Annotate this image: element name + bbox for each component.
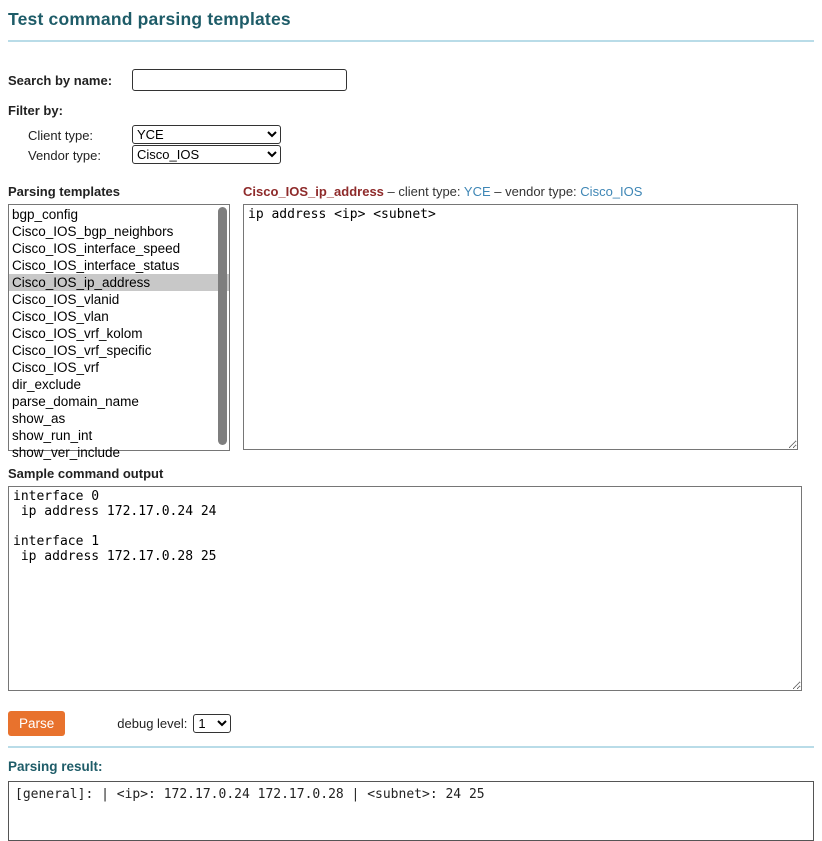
template-list-item[interactable]: Cisco_IOS_vrf_specific bbox=[12, 343, 152, 358]
scrollbar-thumb[interactable] bbox=[218, 207, 227, 445]
bottom-divider bbox=[8, 746, 814, 748]
top-divider bbox=[8, 40, 814, 42]
page-title: Test command parsing templates bbox=[8, 9, 291, 29]
parse-button[interactable]: Parse bbox=[8, 711, 65, 736]
template-list-item[interactable]: parse_domain_name bbox=[12, 394, 139, 409]
parsing-templates-label: Parsing templates bbox=[8, 184, 120, 199]
search-label: Search by name: bbox=[8, 72, 113, 88]
template-content-textarea[interactable] bbox=[243, 204, 798, 450]
template-list-item[interactable]: Cisco_IOS_vlan bbox=[12, 309, 109, 324]
templates-listbox[interactable] bbox=[8, 204, 230, 460]
template-list-item[interactable]: Cisco_IOS_vrf_kolom bbox=[12, 326, 143, 341]
page bbox=[0, 9, 822, 841]
debug-level-label: debug level: bbox=[117, 715, 188, 731]
template-list-item[interactable]: Cisco_IOS_vlanid bbox=[12, 292, 120, 307]
sample-output-label: Sample command output bbox=[8, 466, 164, 481]
listbox-scrollbar[interactable] bbox=[216, 205, 229, 450]
parsing-result-output: [general]: | <ip>: 172.17.0.24 172.17.0.28 | <subnet>: 24 25 bbox=[8, 781, 814, 841]
template-list-item[interactable]: Cisco_IOS_bgp_neighbors bbox=[12, 224, 174, 239]
selected-template-name: Cisco_IOS_ip_address bbox=[243, 184, 384, 199]
templates-area bbox=[8, 184, 814, 460]
client-type-label: Client type: bbox=[28, 127, 94, 143]
templates-column bbox=[8, 184, 230, 460]
search-input[interactable] bbox=[132, 69, 347, 91]
template-list-item[interactable]: Cisco_IOS_interface_speed bbox=[12, 241, 181, 256]
template-detail-header bbox=[243, 184, 798, 199]
client-type-select[interactable] bbox=[132, 125, 281, 144]
sample-section bbox=[8, 466, 814, 691]
header-client-type-link[interactable]: YCE bbox=[463, 184, 491, 199]
vendor-type-prefix: – vendor type: bbox=[494, 184, 577, 199]
header-vendor-type-link[interactable]: Cisco_IOS bbox=[580, 184, 643, 199]
search-row bbox=[8, 69, 814, 91]
parsing-result-label: Parsing result: bbox=[8, 759, 103, 774]
template-list-item[interactable]: Cisco_IOS_ip_address bbox=[9, 274, 229, 291]
template-list-item[interactable]: show_as bbox=[12, 411, 66, 426]
vendor-type-select[interactable] bbox=[132, 145, 281, 164]
template-list-item[interactable]: show_ver_include bbox=[12, 445, 121, 460]
sample-output-textarea[interactable] bbox=[8, 486, 802, 691]
vendor-type-label: Vendor type: bbox=[28, 147, 101, 163]
template-list-item[interactable]: dir_exclude bbox=[12, 377, 82, 392]
template-list-item[interactable]: show_run_int bbox=[12, 428, 93, 443]
client-type-row bbox=[28, 125, 814, 145]
debug-level-select[interactable] bbox=[193, 714, 231, 733]
template-detail-column bbox=[243, 184, 798, 451]
client-type-prefix: – client type: bbox=[387, 184, 461, 199]
parse-row bbox=[8, 710, 814, 736]
filter-by-label: Filter by: bbox=[8, 103, 63, 118]
template-list-item[interactable]: Cisco_IOS_interface_status bbox=[12, 258, 180, 273]
vendor-type-row bbox=[28, 145, 814, 165]
template-list-item[interactable]: Cisco_IOS_vrf bbox=[12, 360, 100, 375]
template-list-item[interactable]: bgp_config bbox=[12, 207, 79, 222]
